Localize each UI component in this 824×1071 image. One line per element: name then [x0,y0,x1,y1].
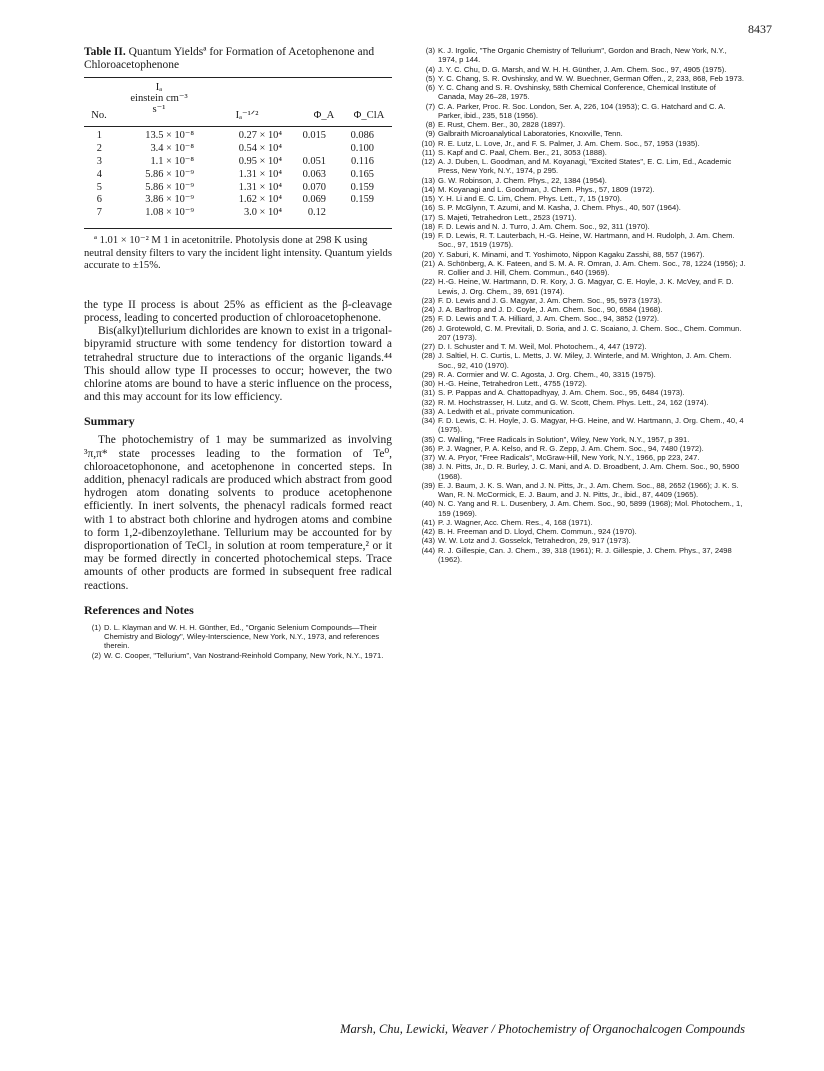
reference-number: (39) [421,480,435,490]
reference-item [418,259,746,278]
reference-item [418,203,746,212]
reference-number: (18) [421,221,435,231]
reference-text: J. Grotewold, C. M. Previtali, D. Soria, and J. C. Scaiano, J. Chem. Soc., Chem. Commun. 207 (1973). [438,323,742,342]
table-cell: 0.159 [350,181,374,193]
reference-item [418,370,746,379]
reference-item [418,102,746,121]
reference-text: E. J. Baum, J. K. S. Wan, and J. N. Pitts, Jr., J. Am. Chem. Soc., 88, 2652 (1966); J. K. S. Wan, R. N. McCormick, E. J. Baum, and J. N. Pitts, Jr., ibid., 87, 4409 (1965). [438,480,739,499]
reference-text: Y. Saburi, K. Minami, and T. Yoshimoto, Nippon Kagaku Zasshi, 88, 557 (1967). [438,249,705,259]
table-row [84,169,392,182]
table-cell: 4 [96,168,102,180]
col-header-ia-unit: einstein cm⁻³ [130,93,188,104]
reference-item [418,416,746,435]
table-cell: 0.070 [302,181,326,193]
reference-item [418,176,746,185]
reference-number: (7) [425,101,435,111]
reference-number: (29) [421,369,435,379]
reference-text: W. W. Lotz and J. Gosselck, Tetrahedron, 29, 917 (1973). [438,536,631,546]
reference-text: F. D. Lewis, R. T. Lauterbach, H.-G. Heine, W. Hartmann, and H. Rudolph, J. Am. Chem. Soc., 97, 1519 (1975). [438,231,735,250]
reference-text: S. P. Pappas and A. Chattopadhyay, J. Am. Chem. Soc., 95, 6484 (1973). [438,388,685,398]
reference-number: (42) [421,527,435,536]
reference-item [418,398,746,407]
table-cell: 1.08 × 10⁻⁹ [145,207,194,219]
reference-text: A. Ledwith et al., private communication. [438,406,575,416]
reference-number: (23) [421,295,435,305]
table-cell: 0.116 [351,155,374,167]
summary-heading: Summary [84,414,135,429]
reference-number: (36) [421,443,435,453]
reference-text: C. Walling, "Free Radicals in Solution", Wiley, New York, N.Y., 1957, p 391. [438,434,690,444]
reference-item [418,518,746,527]
reference-text: H.-G. Heine, Tetrahedron Lett., 4755 (1972). [438,379,587,388]
reference-text: S. P. McGlynn, T. Azumi, and M. Kasha, J. Chem. Phys., 40, 507 (1964). [438,203,681,213]
table-row [84,194,392,207]
reference-item [418,296,746,305]
col-header-no: No. [91,110,107,121]
reference-number: (37) [421,453,435,462]
reference-number: (9) [425,129,435,139]
reference-number: (43) [421,536,435,546]
reference-number: (17) [421,212,435,222]
reference-text: F. D. Lewis and J. G. Magyar, J. Am. Chem. Soc., 95, 5973 (1973). [438,295,663,305]
reference-text: P. J. Wagner, P. A. Kelso, and R. G. Zepp, J. Am. Chem. Soc., 94, 7480 (1972). [438,443,704,453]
table-cell: 0.086 [350,130,374,141]
table-cell [282,143,326,156]
reference-item [418,379,746,388]
reference-number: (13) [421,175,435,185]
references-list-left [84,623,392,660]
table-cell: 6 [96,194,102,206]
reference-item [84,651,392,660]
reference-item [418,194,746,203]
reference-number: (24) [421,305,435,314]
table-cell: 1.62 × 10⁴ [238,194,282,206]
reference-item [418,388,746,397]
reference-item [418,231,746,250]
reference-item [418,536,746,545]
reference-item [418,351,746,370]
reference-number: (15) [421,194,435,203]
reference-text: Y. C. Chang and S. R. Ovshinsky, 58th Chemical Conference, Chemical Institute of Canada, May 26–28, 1975. [438,83,716,102]
reference-number: (38) [421,462,435,472]
reference-text: B. H. Freeman and D. Lloyd, Chem. Commun., 924 (1970). [438,527,637,536]
reference-item [418,157,746,176]
table-cell: 1.1 × 10⁻⁸ [150,155,194,167]
reference-item [84,623,392,651]
reference-text: F. D. Lewis and T. A. Hilliard, J. Am. Chem. Soc., 94, 3852 (1972). [438,314,660,324]
col-header-ia-symbol: Iₐ [155,82,163,93]
reference-text: J. Saltiel, H. C. Curtis, L. Metts, J. W. Miley, J. Winterle, and M. Wrighton, J. Am. Chem. Soc., 92, 410 (1970). [438,351,732,370]
quantum-yield-table [84,77,392,229]
table-cell: 0.063 [302,168,326,180]
reference-number: (10) [421,138,435,148]
table-header-rule [84,126,392,127]
reference-number: (21) [421,258,435,268]
reference-item [418,444,746,453]
table-cell: 5.86 × 10⁻⁹ [145,181,194,193]
reference-number: (19) [421,231,435,240]
reference-text: G. W. Robinson, J. Chem. Phys., 22, 1384 (1954). [438,175,607,185]
table-title: Quantum Yieldsª for Formation of Acetophenone and Chloroacetophenone [84,46,375,71]
reference-text: Y. C. Chang, S. R. Ovshinsky, and W. W. Buechner, German Offen., 2, 233, 868, Feb 1973. [438,73,745,83]
reference-number: (3) [425,46,435,55]
table-row [84,143,392,156]
table-cell: 1 [96,130,102,141]
reference-text: A. Schönberg, A. K. Fateen, and S. M. A. R. Omran, J. Am. Chem. Soc., 78, 1224 (1956); J. R. Collier and J. Hill, Chem. Commun., 640 (1969). [438,258,746,277]
col-header-phi-a: Φ_A [313,110,335,121]
table-cell: 0.015 [302,130,326,141]
table-cell: 0.12 [307,207,326,219]
reference-text: E. Rust, Chem. Ber., 30, 2828 (1897). [438,120,566,129]
table-cell: 0.051 [302,155,326,167]
table-cell: 2 [96,142,102,154]
reference-item [418,462,746,481]
reference-item [418,342,746,351]
reference-text: Y. H. Li and E. C. Lim, Chem. Phys. Lett., 7, 15 (1970). [438,194,622,203]
reference-item [418,324,746,343]
reference-item [418,527,746,536]
reference-text: R. M. Hochstrasser, H. Lutz, and G. W. Scott, Chem. Phys. Lett., 24, 162 (1974). [438,397,709,407]
reference-item [418,139,746,148]
table-cell: 5.86 × 10⁻⁹ [145,168,194,180]
table-cell: 3 [96,155,102,167]
reference-number: (1) [91,622,101,632]
table-row [84,130,392,143]
table-cell: 7 [96,207,102,219]
col-header-ia-inverse: Iₐ⁻¹ᐟ² [235,110,259,121]
reference-text: K. J. Irgolic, "The Organic Chemistry of Tellurium", Gordon and Brach, New York, N.Y., 1974, p 144. [438,46,727,65]
reference-item [418,305,746,314]
reference-item [418,120,746,129]
table-label: Table II. [84,46,126,58]
reference-item [418,250,746,259]
reference-item [418,185,746,194]
table-body [84,130,392,220]
reference-item [418,65,746,74]
reference-text: R. J. Gillespie, Can. J. Chem., 39, 318 (1961); R. J. Gillespie, J. Chem. Phys., 37, 2498 (1962). [438,545,732,564]
reference-text: W. C. Cooper, "Tellurium", Van Nostrand-Reinhold Company, New York, N.Y., 1971. [104,650,384,660]
table-cell: 3.86 × 10⁻⁹ [145,194,194,206]
table-cell: 1.31 × 10⁴ [238,181,282,193]
table-cell: 0.54 × 10⁴ [238,142,282,154]
reference-text: J. N. Pitts, Jr., D. R. Burley, J. C. Mani, and A. D. Broadbent, J. Am. Chem. Soc., 90, 5900 (1968). [438,462,740,481]
reference-number: (30) [421,379,435,388]
reference-text: J. Y. C. Chu, D. G. Marsh, and W. H. H. Günther, J. Am. Chem. Soc., 97, 4905 (1975). [438,64,727,74]
references-list-right [418,46,746,564]
reference-item [418,46,746,65]
reference-number: (2) [91,650,101,660]
reference-number: (4) [425,64,435,74]
reference-number: (6) [425,83,435,92]
reference-number: (31) [421,388,435,398]
reference-text: S. Kapf and C. Paal, Chem. Ber., 21, 3053 (1888). [438,147,607,157]
table-row [84,207,392,220]
table-cell: 3.4 × 10⁻⁸ [150,142,194,154]
reference-text: S. Majeti, Tetrahedron Lett., 2523 (1971). [438,212,577,222]
reference-item [418,314,746,323]
reference-number: (41) [421,517,435,527]
reference-item [418,277,746,296]
paragraph-bis-alkyl: Bis(alkyl)tellurium dichlorides are known to exist in a trigonal-bipyramid structure with some tendency for distortion toward a tetrahedral structure due to interactions of the organic ligands.⁴⁴ This should allow type II processes to occur; however, the two chlorine atoms are bound to have a steric influence on the process, and this may account for its low efficiency. [84,325,392,404]
references-heading: References and Notes [84,602,194,617]
reference-number: (5) [425,73,435,83]
reference-text: W. A. Pryor, "Free Radicals", McGraw-Hill, New York, N.Y., 1966, pp 223, 247. [438,453,700,462]
table-caption [84,46,392,72]
running-footer: Marsh, Chu, Lewicki, Weaver / Photochemistry of Organochalcogen Compounds [340,1022,745,1036]
reference-number: (20) [421,249,435,259]
reference-item [418,222,746,231]
table-footnote: ª 1.01 × 10⁻² M 1 in acetonitrile. Photolysis done at 298 K using neutral density filters to vary the incident light intensity. Quantum yields accurate to ±15%. [84,235,392,272]
reference-text: Galbraith Microanalytical Laboratories, Knoxville, Tenn. [438,129,623,139]
reference-item [418,129,746,138]
reference-number: (27) [421,342,435,351]
reference-item [418,83,746,102]
reference-item [418,74,746,83]
col-header-ia-unit2: s⁻¹ [152,104,166,115]
reference-number: (28) [421,351,435,361]
reference-number: (11) [422,147,435,157]
table-cell: 0.159 [350,194,374,206]
reference-text: A. J. Duben, L. Goodman, and M. Koyanagi, "Excited States", E. C. Lim, Ed., Academic Press, New York, N.Y., 1974, p 295. [438,157,732,176]
reference-number: (25) [421,314,435,324]
reference-number: (22) [421,277,435,287]
reference-number: (14) [421,184,435,194]
table-cell: 13.5 × 10⁻⁸ [145,130,194,141]
reference-number: (33) [421,406,435,416]
page-number: 8437 [748,22,772,36]
reference-number: (35) [421,434,435,444]
reference-number: (8) [425,120,435,129]
reference-text: F. D. Lewis, C. H. Hoyle, J. G. Magyar, H-G. Heine, and W. Hartmann, J. Org. Chem., 40, 4 (1975). [438,416,744,435]
table-cell: 0.27 × 10⁴ [238,130,282,141]
reference-number: (12) [421,157,435,166]
reference-text: R. E. Lutz, L. Love, Jr., and F. S. Palmer, J. Am. Chem. Soc., 57, 1953 (1935). [438,138,700,148]
table-cell: 0.95 × 10⁴ [238,155,282,167]
reference-item [418,481,746,500]
reference-item [418,213,746,222]
table-cell [326,207,374,220]
table-row [84,182,392,195]
summary-text: The photochemistry of 1 may be summarized as involving ³π,π* state processes leading to the formation of Te⁰, chloroacetophonone, and acetophenone in concerted steps. In addition, phenacyl radicals are produced which abstract from good hydrogen atom donating solvents to produce acetophenone efficiently. In inert solvents, the phenacyl radicals formed react with 1 to abstract both chlorine and hydrogen atoms and combine to form 1,2-dibenzoylethane. Tellurium may be accounted for by disproportionation of TeCl₂ in solution at room temperature,² or it may be formed directly in concerted photochemical steps. Trace amounts of other products are formed in subsequent free radical reactions. [84,434,392,592]
reference-item [418,148,746,157]
reference-number: (40) [421,499,435,509]
reference-item [418,546,746,565]
reference-number: (44) [421,545,435,555]
table-cell: 5 [96,181,102,193]
reference-item [418,499,746,518]
reference-text: P. J. Wagner, Acc. Chem. Res., 4, 168 (1971). [438,517,593,527]
reference-text: N. C. Yang and R. L. Dusenbery, J. Am. Chem. Soc., 90, 5899 (1968); Mol. Photochem., 1, 159 (1969). [438,499,743,518]
table-cell: 0.165 [350,168,374,180]
reference-text: R. A. Cormier and W. C. Agosta, J. Org. Chem., 40, 3315 (1975). [438,369,656,379]
reference-text: C. A. Parker, Proc. R. Soc. London, Ser. A, 226, 104 (1953); C. G. Hatchard and C. A. Parker, ibid., 235, 518 (1956). [438,101,726,120]
reference-text: M. Koyanagi and L. Goodman, J. Chem. Phys., 57, 1809 (1972). [438,184,655,194]
col-header-ia [114,82,204,115]
right-column [418,46,746,564]
table-cell: 1.31 × 10⁴ [238,168,282,180]
reference-item [418,453,746,462]
reference-number: (32) [421,397,435,407]
reference-text: D. I. Schuster and T. M. Weil, Mol. Photochem., 4, 447 (1972). [438,342,647,351]
col-header-phi-cla: Φ_ClA [353,110,385,121]
table-cell: 3.0 × 10⁴ [243,207,282,219]
reference-number: (34) [421,416,435,425]
table-cell: 0.100 [350,142,374,154]
reference-number: (26) [421,323,435,333]
reference-item [418,407,746,416]
table-cell: 0.069 [302,194,326,206]
reference-item [418,435,746,444]
paragraph-type-ii: the type II process is about 25% as efficient as the β-cleavage process, leading to concerted production of chloroacetophenone. [84,298,392,324]
reference-text: D. L. Klayman and W. H. H. Günther, Ed., "Organic Selenium Compounds—Their Chemistry and Biology", Wiley-Interscience, New York, N.Y., 1973, and references therein. [104,622,380,651]
reference-text: H.-G. Heine, W. Hartmann, D. R. Kory, J. G. Magyar, C. E. Hoyle, J. K. McVey, and F. D. Lewis, J. Org. Chem., 39, 691 (1974). [438,277,734,296]
left-column [84,46,392,660]
reference-text: F. D. Lewis and N. J. Turro, J. Am. Chem. Soc., 92, 311 (1970). [438,221,650,231]
table-row [84,156,392,169]
reference-text: J. A. Barltrop and J. D. Coyle, J. Am. Chem. Soc., 90, 6584 (1968). [438,305,663,314]
reference-number: (16) [421,203,435,213]
